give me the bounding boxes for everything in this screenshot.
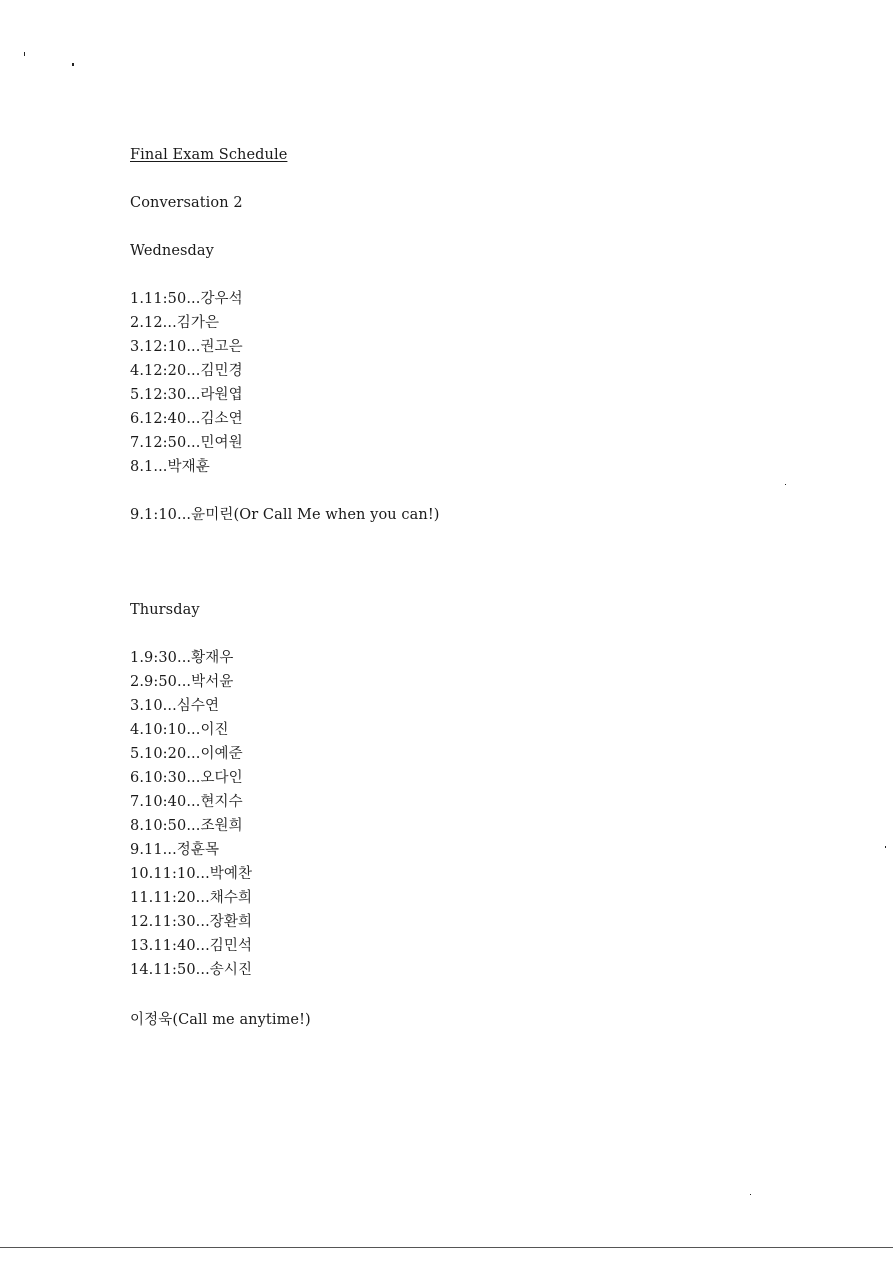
schedule-item: 2.12...김가은	[130, 315, 220, 331]
schedule-item: 8.10:50...조원희	[130, 818, 243, 834]
scan-mark	[885, 846, 886, 848]
schedule-item: 1.9:30...황재우	[130, 650, 234, 666]
schedule-item: 4.10:10...이진	[130, 722, 229, 738]
schedule-item: 1.11:50...강우석	[130, 291, 243, 307]
scan-mark	[785, 484, 786, 485]
day-heading-thursday: Thursday	[130, 602, 200, 618]
document-title: Final Exam Schedule	[130, 147, 288, 163]
scan-mark	[750, 1194, 751, 1195]
schedule-item: 6.12:40...김소연	[130, 411, 243, 427]
schedule-item: 9.11...정훈목	[130, 842, 220, 858]
scan-mark	[72, 63, 74, 66]
schedule-item: 7.10:40...현지수	[130, 794, 243, 810]
schedule-item: 5.12:30...라원엽	[130, 387, 243, 403]
schedule-item: 3.12:10...권고은	[130, 339, 243, 355]
schedule-item: 8.1...박재훈	[130, 459, 210, 475]
schedule-item-extra: 9.1:10...윤미린(Or Call Me when you can!)	[130, 507, 440, 523]
schedule-item: 12.11:30...장환희	[130, 914, 253, 930]
schedule-item: 6.10:30...오다인	[130, 770, 243, 786]
schedule-item: 11.11:20...채수희	[130, 890, 253, 906]
schedule-item: 4.12:20...김민경	[130, 363, 243, 379]
scan-edge-line	[0, 1247, 893, 1248]
scan-mark	[24, 52, 25, 56]
schedule-item: 3.10...심수연	[130, 698, 220, 714]
schedule-item: 7.12:50...민여원	[130, 435, 243, 451]
schedule-item: 13.11:40...김민석	[130, 938, 253, 954]
day-heading-wednesday: Wednesday	[130, 243, 214, 259]
schedule-item: 14.11:50...송시진	[130, 962, 253, 978]
schedule-item: 2.9:50...박서윤	[130, 674, 234, 690]
schedule-item: 10.11:10...박예찬	[130, 866, 253, 882]
footer-note: 이정욱(Call me anytime!)	[130, 1012, 311, 1028]
schedule-item: 5.10:20...이예준	[130, 746, 243, 762]
course-name: Conversation 2	[130, 195, 243, 211]
